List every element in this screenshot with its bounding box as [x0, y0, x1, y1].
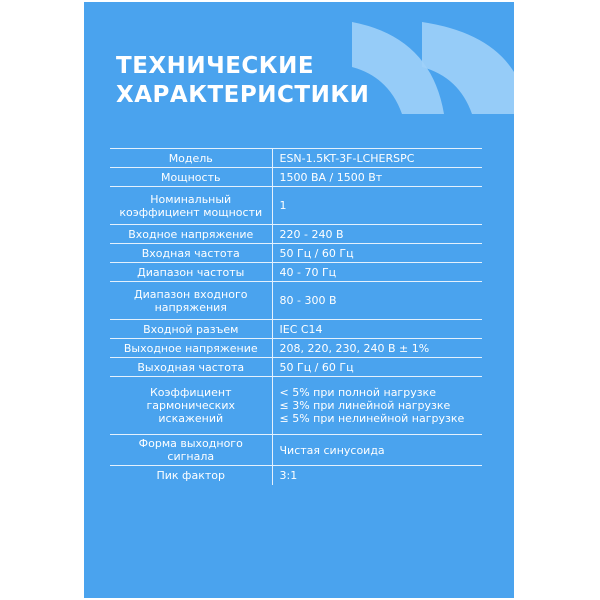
spec-row [110, 435, 482, 466]
spec-row [110, 320, 482, 339]
spec-value [272, 225, 482, 244]
spec-value-line: ≤ 5% при нелинейной нагрузке [279, 412, 465, 425]
spec-row [110, 244, 482, 263]
spec-value [272, 377, 482, 435]
spec-value [272, 435, 482, 466]
spec-row [110, 282, 482, 320]
spec-value [272, 358, 482, 377]
spec-value-line: 1500 ВА / 1500 Вт [279, 170, 383, 184]
spec-key: Форма выходного сигнала [110, 435, 272, 466]
spec-key: Входная частота [110, 244, 272, 263]
spec-value [272, 187, 482, 225]
spec-value-line: ≤ 3% при линейной нагрузке [279, 399, 451, 412]
spec-value-line: ESN-1.5KT-3F-LCHERSPC [279, 151, 415, 165]
spec-value [272, 466, 482, 485]
spec-key: Пик фактор [110, 466, 272, 485]
spec-row [110, 187, 482, 225]
spec-row [110, 466, 482, 485]
spec-table [110, 148, 482, 485]
spec-value-line: < 5% при полной нагрузке [279, 386, 436, 399]
spec-value-line: 1 [279, 199, 287, 212]
spec-row [110, 377, 482, 435]
spec-card [84, 2, 514, 598]
spec-value-line: 80 - 300 В [279, 294, 337, 307]
spec-value [272, 320, 482, 339]
spec-value [272, 149, 482, 168]
spec-value-line: 50 Гц / 60 Гц [279, 360, 354, 374]
spec-key: Мощность [110, 168, 272, 187]
spec-value [272, 168, 482, 187]
spec-row [110, 358, 482, 377]
spec-row [110, 168, 482, 187]
spec-key: Диапазон частоты [110, 263, 272, 282]
spec-key: Входной разъем [110, 320, 272, 339]
spec-value-line: IEC C14 [279, 322, 323, 336]
spec-value-line: 50 Гц / 60 Гц [279, 246, 354, 260]
spec-row [110, 225, 482, 244]
spec-value-line: 40 - 70 Гц [279, 265, 337, 279]
spec-row [110, 149, 482, 168]
spec-value-line: 220 - 240 В [279, 227, 344, 241]
spec-key: Диапазон входного напряжения [110, 282, 272, 320]
title-line-1: ТЕХНИЧЕСКИЕ [116, 53, 315, 79]
spec-key: Номинальный коэффициент мощности [110, 187, 272, 225]
spec-row [110, 263, 482, 282]
spec-value-line: Чистая синусоида [279, 443, 385, 457]
spec-key: Модель [110, 149, 272, 168]
spec-value [272, 339, 482, 358]
spec-key: Выходная частота [110, 358, 272, 377]
spec-row [110, 339, 482, 358]
spec-value [272, 244, 482, 263]
spec-key: Коэффициент гармонических искажений [110, 377, 272, 435]
spec-value [272, 263, 482, 282]
spec-key: Входное напряжение [110, 225, 272, 244]
title-line-2: ХАРАКТЕРИСТИКИ [116, 82, 370, 108]
spec-key: Выходное напряжение [110, 339, 272, 358]
spec-value-line: 3:1 [279, 468, 298, 482]
spec-value-line: 208, 220, 230, 240 В ± 1% [279, 341, 430, 355]
page-title [116, 52, 369, 110]
spec-value [272, 282, 482, 320]
